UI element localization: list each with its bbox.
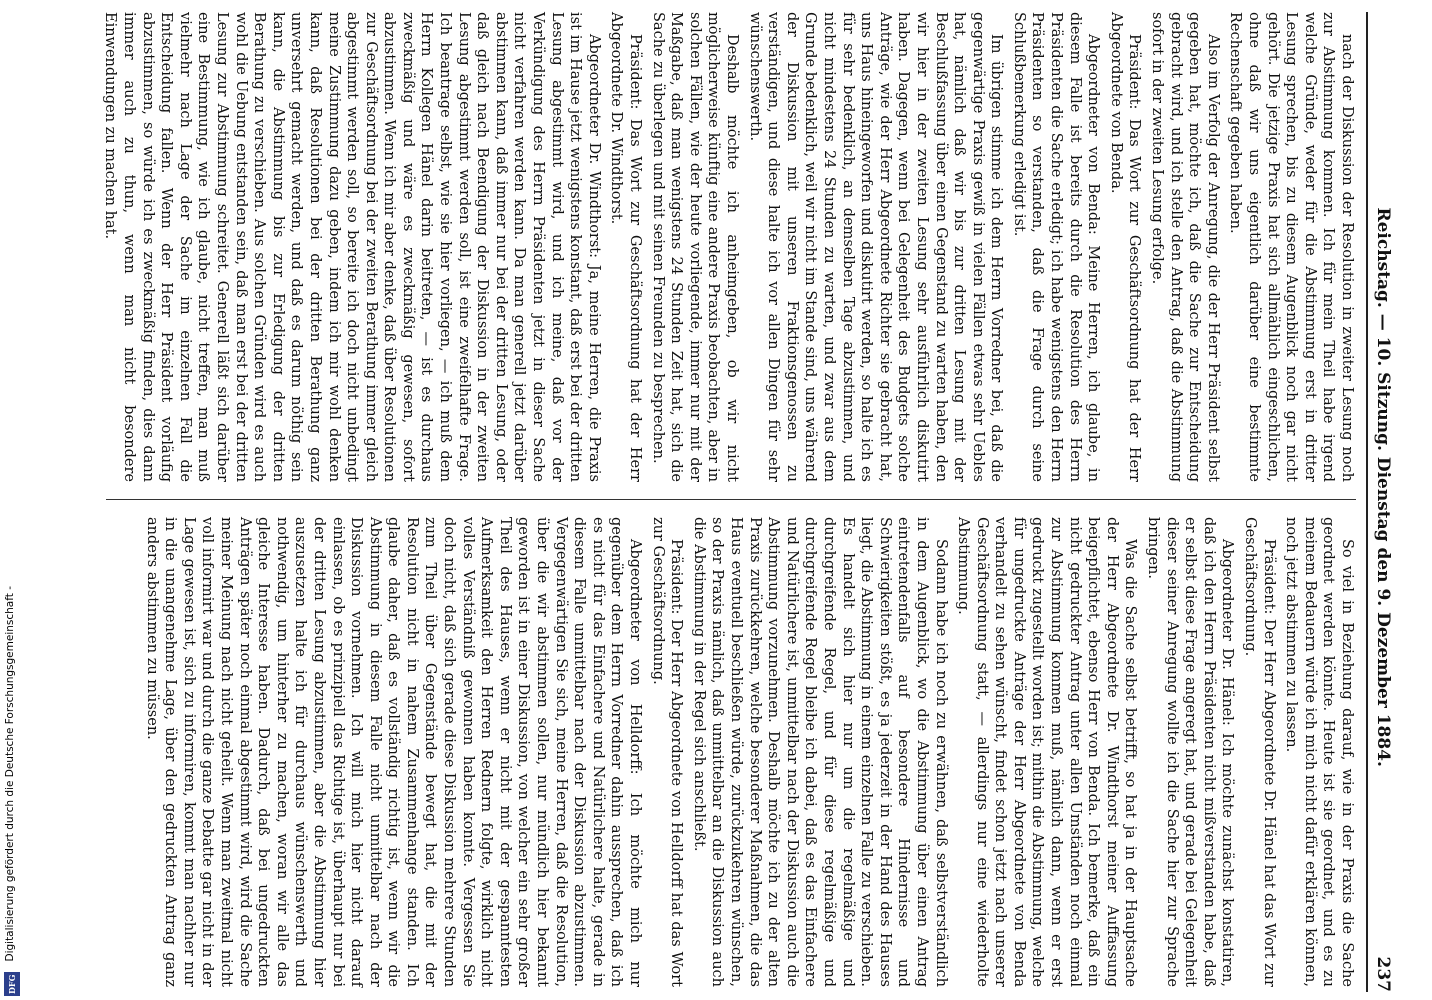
paragraph: Deshalb möchte ich anheimgeben, ob wir nicht möglicherweise künftig eine andere Praxis beobachten, aber in solchen Fällen, wie der heute vorliegende, immer nur mit der Maßgabe, daß man wenigstens 24 Stunden Zeit hat, sich die Sache zu überlegen und mit seinen Freunden zu besprechen. bbox=[649, 12, 740, 482]
page-number: 237 bbox=[1373, 956, 1393, 992]
paragraph: Im übrigen stimme ich dem Herrn Vorredner bei, daß die gegenwärtige Praxis gewiß in vielen Fällen etwas sehr Uebles hat, nämlich daß wir bis zur dritten Lesung mit der Beschlußfassung über einen Gegenstand zu warten haben, den wir hier in der zweiten Lesung sehr ausführlich diskutirt haben. Dagegen, wenn bei Gelegenheit des Budgets solche Anträge, wie der Herr Abgeordnete Richter sie gebracht hat, uns Haus hineingeworfen und diskutirt werden, so halte ich es für sehr bedenklich, an demselben Tage abzustimmen, und nicht mindestens 24 Stunden zu warten, und zwar aus dem Grunde bedenklich, weil wir nicht im Stande sind, uns während der Diskussion mit unseren Fraktionsgenossen zu verständigen, und diese halte ich vor allen Dingen für sehr wünschenswerth. bbox=[746, 12, 1005, 482]
paragraph: Also im Verfolg der Anregung, die der Herr Präsident selbst gegeben hat, möchte ich, daß die Sache zur Entscheidung gebracht wird, und ich stelle den Antrag, daß die Abstimmung sofort in der zweiten Lesung erfolge. bbox=[1149, 12, 1221, 482]
paragraph: Sodann habe ich noch zu erwähnen, daß selbstverständlich in dem Augenblick, wo die Abstimmung über einen Antrag eintretendenfalls auf besondere Hindernisse und Schwierigkeiten stößt, es ja jederzeit in der Hand des Hauses liegt, die Abstimmung in einem einzelnen Falle zu verschieben. Es handelt sich hier nur um die regelmäßige und durchgreifende Regel, und für diese regelmäßige und durchgreifende Regel bleibe ich dabei, daß es das Einfachere und Natürlichere ist, unmittelbar nach der Diskussion auch die Abstimmung vorzunehmen. Deshalb möchte ich zu der alten Praxis zurückkehren, welche besonderer Maßnahmen, die das Haus eventuell beschließen würde, zurückzukehren wünschen, so der Praxis nämlich, daß unmittelbar an die Diskussion auch die Abstimmung in der Regel sich anschließt. bbox=[690, 517, 949, 987]
page-header bbox=[1372, 12, 1394, 992]
column-divider bbox=[106, 499, 1356, 500]
paragraph: So viel in Beziehung darauf, wie in der Praxis die Sache geordnet werden könnte. Heute ist sie geordnet, und es zu meinem Bedauern würde ich mich nicht dafür erklären können, noch jetzt abstimmen zu lassen. bbox=[1283, 517, 1355, 987]
header-rule bbox=[1366, 12, 1368, 992]
paragraph: Was die Sache selbst betrifft, so hat ja in der Hauptsache der Herr Abgeordnete Dr. Windthorst meiner Auffassung beigepflichtet, ebenso Herr von Benda. Ich bemerke, daß ein nicht gedruckter Antrag unter allen Umständen noch einmal zur Abstimmung kommen muß, nämlich dann, wenn er erst gedruckt zugestellt worden ist; mithin die Abstimmung, welche für ungedruckte Anträge der Herr Abgeordnete von Benda verhandelt zu sehen wünscht, findet schon jetzt nach unserer Geschäftsordnung statt, — allerdings nur eine wiederholte Abstimmung. bbox=[955, 517, 1139, 987]
page-header-spacer bbox=[1373, 12, 1393, 18]
paragraph: Präsident: Das Wort zur Geschäftsordnung hat der Herr Abgeordnete Dr. Windthorst. bbox=[608, 12, 644, 482]
digitization-sidebar bbox=[0, 0, 24, 1000]
paragraph: Präsident: Das Wort zur Geschäftsordnung hat der Herr Abgeordnete von Benda. bbox=[1107, 12, 1143, 482]
paragraph: Präsident: Der Herr Abgeordnete von Helldorff hat das Wort zur Geschäftsordnung. bbox=[649, 517, 685, 987]
paragraph: Präsident: Der Herr Abgeordnete Dr. Hänel hat das Wort zur Geschäftsordnung. bbox=[1242, 517, 1277, 987]
paragraph: Abgeordneter von Benda: Meine Herren, ich glaube, in diesem Falle ist bereits durch die Resolution des Herrn Präsidenten die Sache erledigt; ich habe wenigstens den Herrn Präsidenten so verstanden, daß die Frage durch seine Schlußbemerkung erledigt ist. bbox=[1010, 12, 1102, 482]
rotated-newspaper-page bbox=[104, 12, 1394, 992]
column-left bbox=[102, 12, 1356, 482]
paragraph: Abgeordneter Dr. Windthorst: Ja, meine Herren, die Praxis ist im Hause jetzt wenigstens konstant, daß erst bei der dritten Lesung abgestimmt wird, und ich meine, daß vor der Verkündigung des Herrn Präsidenten jetzt in dieser Sache nicht verfahren werden kann. Da man generell jetzt darüber abstimmen kann, daß immer nur bei der dritten Lesung, oder daß gleich nach Beendigung der Diskussion in der zweiten Lesung abgestimmt werden soll, ist eine zweifelhafte Frage. Ich beantrage selbst, wie sie hier vorliegen, — ich muß dem Herrn Kollegen Hänel darin beitreten, — ist es durchaus zweckmäßig und wäre es zweckmäßig gewesen, sofort abzustimmen. Wenn ich mir aber denke, daß über Resolutionen zur Geschäftsordnung bei der zweiten Berathung immer gleich abgestimmt werden soll, so bereite ich doch nicht unbedingt meine Zustimmung dazu geben, indem ich mir wohl denken kann, daß Resolutionen bei der dritten Berathung ganz unversehrt gemacht werden, und daß es darum nöthig sein kann, die Abstimmung bis zur Erledigung der dritten Berathung zu verschieben. Aus solchen Gründen wird es auch wohl die Uebung entstanden sein, daß man erst bei der dritten Lesung zur Abstimmung schreitet. Generell läßt sich darüber eine Bestimmung, wie ich glaube, nicht treffen, man muß vielmehr nach Lage der Sache im einzelnen Fall die Entscheidung fallen. Wenn der Herr Präsident vorläufig abzustimmen, so würde ich es zweckmäßig finden, dies dann immer auch zu thun, wenn man nicht besondere Einwendungen zu machen hat. bbox=[102, 12, 602, 482]
digitization-note: Digitalisierung gefördert durch die Deutsche Forschungsgemeinschaft - bbox=[4, 586, 16, 962]
running-title: Reichstag. — 10. Sitzung. Dienstag den 9. Dezember 1884. bbox=[1373, 207, 1393, 767]
dfg-logo: DFG bbox=[4, 972, 20, 996]
text-columns bbox=[102, 12, 1356, 992]
paragraph: Abgeordneter von Helldorff: Ich möchte mich nur gegenüber dem Herrn Vorredner dahin aussprechen, daß ich es nicht für das Einfachere und Natürlichere halte, gerade in diesem Falle unmittelbar nach der Diskussion abzustimmen. Vergegenwärtigen Sie sich, meine Herren, daß die Resolution, über die wir abstimmen sollen, nur mündlich hier bekannt geworden ist in einer Diskussion, von welcher ein sehr großer Theil des Hauses, wenn er nicht mit der gespanntesten Aufmerksamkeit den Herren Rednern folgte, wirklich nicht volles Verständniß gewonnen haben konnte. Vergessen Sie doch nicht, daß sich gerade diese Diskussion mehrere Stunden zum Theil über Gegenstände bewegt hat, die mit der Resolution nicht in nahem Zusammenhange standen. Ich glaube daher, daß es vollständig richtig ist, wenn wir die Abstimmung in diesem Falle nicht unmittelbar nach der Diskussion vornehmen. Ich will mich hier nicht darauf einlassen, ob es prinzipiell das Richtige ist, überhaupt nur bei der dritten Lesung abzustimmen, aber die Abstimmung hier auszusetzen halte ich für durchaus wünschenswerth und nothwendig, um hinterher zu machen, woran wir alle das gleiche Interesse haben. Dadurch, daß bei ungedruckten Anträgen später noch einmal abgestimmt wird, wird die Sache meiner Meinung nach nicht geheilt. Wenn man zweitmal nicht voll informirt war und durch die ganze Debatte gar nicht in der Lage gewesen ist, sich zu informiren, kommt man nachher nur in die unangenehme Lage, über den gedruckten Antrag ganz anders abstimmen zu müssen. bbox=[143, 517, 644, 987]
paragraph: Abgeordneter Dr. Hänel: Ich möchte zunächst konstatiren, daß ich den Herrn Präsidenten nicht mißverstanden habe, daß er selbst diese Frage angeregt hat, und gerade bei Gelegenheit dieser seiner Anregung wollte ich die Sache hier zur Sprache bringen. bbox=[1145, 517, 1236, 987]
paragraph: nach der Diskussion der Resolution in zweiter Lesung noch zur Abstimmung kommen. Ich für mein Theil habe irgend welche Gründe, weder für die Abstimmung erst in dritter Lesung sprechen, bis zu diesem Augenblick noch gar nicht gehört. Die jetzige Praxis hat sich allmählich eingeschlichen, ohne daß wir uns eigentlich darüber eine bestimmte Rechenschaft gegeben haben. bbox=[1227, 12, 1355, 482]
column-right bbox=[106, 517, 1356, 987]
